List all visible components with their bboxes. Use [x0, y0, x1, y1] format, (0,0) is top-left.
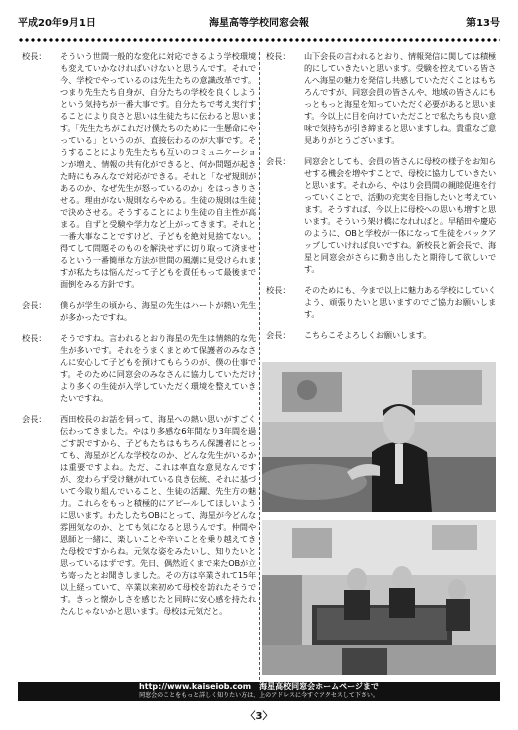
dotted-divider	[18, 37, 500, 43]
speaker-label: 校長：	[22, 51, 47, 61]
speaker-label: 会長：	[266, 330, 291, 340]
speaker-label: 校長：	[22, 333, 47, 343]
speaker-label: 校長：	[266, 285, 291, 295]
photo-illustration	[262, 520, 496, 675]
dialogue-block	[266, 155, 496, 275]
dialogue-text: こちらこそよろしくお願いします。	[304, 330, 432, 340]
dialogue-text: 僕らが学生の頃から、海星の先生はハートが熱い先生が多かったですね。	[60, 300, 256, 322]
dialogue-block	[22, 299, 256, 323]
dialogue-block	[22, 50, 256, 290]
dialogue-text: 山下会長の言われるとおり、情報発信に関しては積極的にしていきたいと思います。受験を控えている皆さんへ海星の魅力を発信し共感していただくことはもちろんですが、同窓会員の皆さんや、地域の皆さんにもっともっと海星を知っていただく必要があると思います。今以上に目を向けていただことで私たちも良い意味で気持ちが引き締まると思いますしね。貴重なご意見ありがとうございます。	[304, 51, 496, 145]
dialogue-block	[266, 329, 496, 341]
speaker-label: 会長：	[22, 414, 47, 424]
photo-meeting-room	[262, 520, 496, 675]
speaker-label: 校長：	[266, 51, 291, 61]
right-column	[266, 50, 496, 350]
dialogue-block	[22, 413, 256, 617]
dialogue-text: そうですね。言われるとおり海星の先生は情熱的な先生が多いです。それをうまくまとめて保護者のみなさんに安心して子どもを預けてもらうのが、僕の仕事です。そのために同窓会のみなさんに協力していただけより多くの生徒が入学していただく環境を整えていきたいですね。	[60, 333, 256, 403]
footer-banner	[18, 682, 500, 701]
page-number: 〈3〉	[245, 711, 273, 722]
left-column	[22, 50, 256, 626]
speaker-label: 会長：	[22, 300, 47, 310]
dialogue-block	[266, 284, 496, 320]
photo-principal-interview	[262, 362, 496, 512]
footer-website-link[interactable]: http://www.kaiseiob.com 海星高校同窓会ホームページまで	[139, 682, 379, 691]
issue-number: 第13号	[466, 18, 500, 29]
photo-illustration	[262, 362, 496, 512]
issue-date: 平成20年9月1日	[18, 18, 96, 29]
speaker-label: 会長：	[266, 156, 291, 166]
newsletter-title: 海星高等学校同窓会報	[209, 18, 309, 29]
dialogue-block	[22, 332, 256, 404]
dialogue-text: そのためにも、今まで以上に魅力ある学校にしていくよう、頑張りたいと思いますのでご協力お願いします。	[304, 285, 496, 319]
dialogue-text: そういう世間一般的な変化に対応できるよう学校環境も変えていかなければいけないと思うんです。それで今、学校でやっているのは先生たちの意識改革です。つまり先生たち自身が、自分たちの学校を良くしようという気持ちが一番大事です。自分たちで考え実行することにより良さと思いは生徒たちに伝わると思います。「先生たちがこれだけ僕たちのために一生懸命にやっている」というのが、直接伝わるのが大事です。そうすることにより先生たちも互いのコミュニケーションが増え、情報の共有化ができると、何か問題が起きた時にもみんなで対応ができる。それと「なぜ規則があるのか、なぜ先生が怒っているのか」をはっきりさせる。理由がない規則ならやめる。生徒の規則は生徒で決めさせる。そうすることにより生徒の自主性が高まる。自ずと受験や学力など上がってきます。それと一番大事なことですけど、子どもを絶対見捨てない。得てして問題そのものを解決せずに切り取って済ませるという一番簡単な方法が世間の風潮に見受けられますが私たちは悩んだって子どもを責任もって最後まで面倒をみる方針です。	[60, 51, 256, 289]
page-header	[18, 14, 500, 30]
dialogue-block	[266, 50, 496, 146]
column-divider	[259, 52, 260, 680]
dialogue-text: 西田校長のお話を伺って、海星への熱い思いがすごく伝わってきました。やはり多感な6年間なり3年間を過ごす訳ですから、子どもたちはもちろん保護者にとっても、海星がどんな学校なのか、どんな先生がいるかは重要ですよね。ただ、これは率直な意見なんですが、変わらず受け継がれている良き伝統、それに基づいて今取り組んでいること、生徒の活躍、先生方の魅力。これらをもっと積極的にアピールしてほしいように思います。わたしたちOBにとって、海星が今どんな雰囲気なのか、とても気になると思うんです。仲間や恩師と一緒に、楽しいことや辛いことを乗り越えてきた母校ですからね。元気な姿をみたいし、知りたいと思っているはずです。先日、偶然近くまで来たOBが立ち寄ったとお聞きしました。その方は卒業されて15年以上経っていて、卒業以来初めて母校を訪れたそうです。きっと懐かしさを感じたと同時に安心感を持たれたんじゃないかと思います。母校は元気だと。	[60, 414, 256, 616]
dialogue-text: 同窓会としても、会員の皆さんに母校の様子をお知らせする機会を増やすことで、母校に協力していきたいと思います。それから、やはり会員間の親睦促進を行っていくことで、活動の充実を目指したいと考えています。そうすれば、今以上に母校への思いも増すと思います。そういう架け橋になれればと。早稲田や慶応のように、OBと学校が一体になって生徒をバックアップしていければ良いですね。新校長と新会長で、海星と同窓会がさらに動き出したと期待して欲しいです。	[304, 156, 496, 274]
footer-note: 同窓会のことをもっと詳しく知りたい方は、上のアドレスに今すぐアクセスして下さい。	[139, 692, 379, 699]
